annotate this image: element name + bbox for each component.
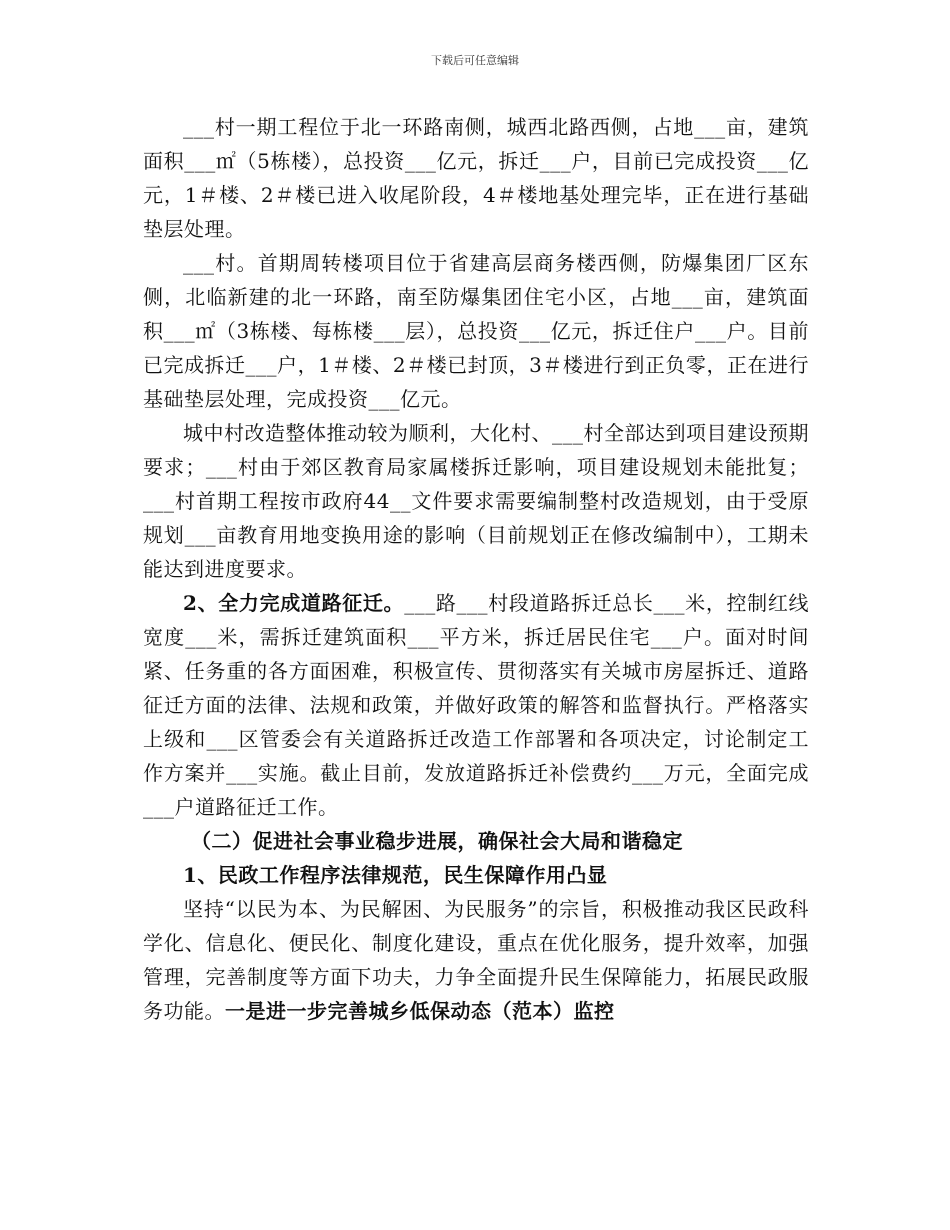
page-header: 下载后可任意编辑	[431, 54, 519, 67]
section-heading-social-affairs: （二）促进社会事业稳步进展，确保社会大局和谐稳定	[191, 829, 683, 853]
civil-affairs-tail: 一是进一步完善城乡低保动态（范本）监控	[225, 999, 615, 1023]
paragraph-village-phase-one: ___村一期工程位于北一环路南侧，城西北路西侧，占地___亩，建筑面积___㎡（5栋楼），总投资___亿元，拆迁___户，目前已完成投资___亿元，1＃楼、2＃楼已进入收尾阶段，4＃楼地基处理完毕，正在进行基础垫层处理。	[143, 115, 809, 241]
civil-affairs-text: 坚持“以民为本、为民解困、为民服务”的宗旨，积极推动我区民政科学化、信息化、便民化、制度化建设，重点在优化服务，提升效率，加强管理，完善制度等方面下功夫，力争全面提升民生保障能力，拓展民政服务功能。	[143, 897, 809, 1023]
paragraph-civil-affairs	[143, 892, 809, 1028]
road-demolition-lead: 2、全力完成道路征迁。	[183, 591, 405, 615]
paragraph-road-demolition	[143, 586, 809, 824]
document-body	[143, 110, 809, 1028]
subsection-heading-civil-affairs: 1、民政工作程序法律规范，民生保障作用凸显	[183, 863, 608, 887]
road-demolition-text: ___路___村段道路拆迁总长___米，控制红线宽度___米，需拆迁建筑面积___平方米，拆迁居民住宅___户。面对时间紧、任务重的各方面困难，积极宣传、贯彻落实有关城市房屋拆迁、道路征迁方面的法律、法规和政策，并做好政策的解答和监督执行。严格落实上级和___区管委会有关道路拆迁改造工作部署和各项决定，讨论制定工作方案并___实施。截止目前，发放道路拆迁补偿费约___万元，全面完成___户道路征迁工作。	[143, 591, 809, 819]
paragraph-turnover-building: ___村。首期周转楼项目位于省建高层商务楼西侧，防爆集团厂区东侧，北临新建的北一环路，南至防爆集团住宅小区，占地___亩，建筑面积___㎡（3栋楼、每栋楼___层），总投资___亿元，拆迁住户___户。目前已完成拆迁___户，1＃楼、2＃楼已封顶，3＃楼进行到正负零，正在进行基础垫层处理，完成投资___亿元。	[143, 251, 809, 411]
paragraph-urban-village-progress: 城中村改造整体推动较为顺利，大化村、___村全部达到项目建设预期要求；___村由于郊区教育局家属楼拆迁影响，项目建设规划未能批复；___村首期工程按市政府44__文件要求需要编制整村改造规划，由于受原规划___亩教育用地变换用途的影响（目前规划正在修改编制中），工期未能达到进度要求。	[143, 421, 809, 581]
